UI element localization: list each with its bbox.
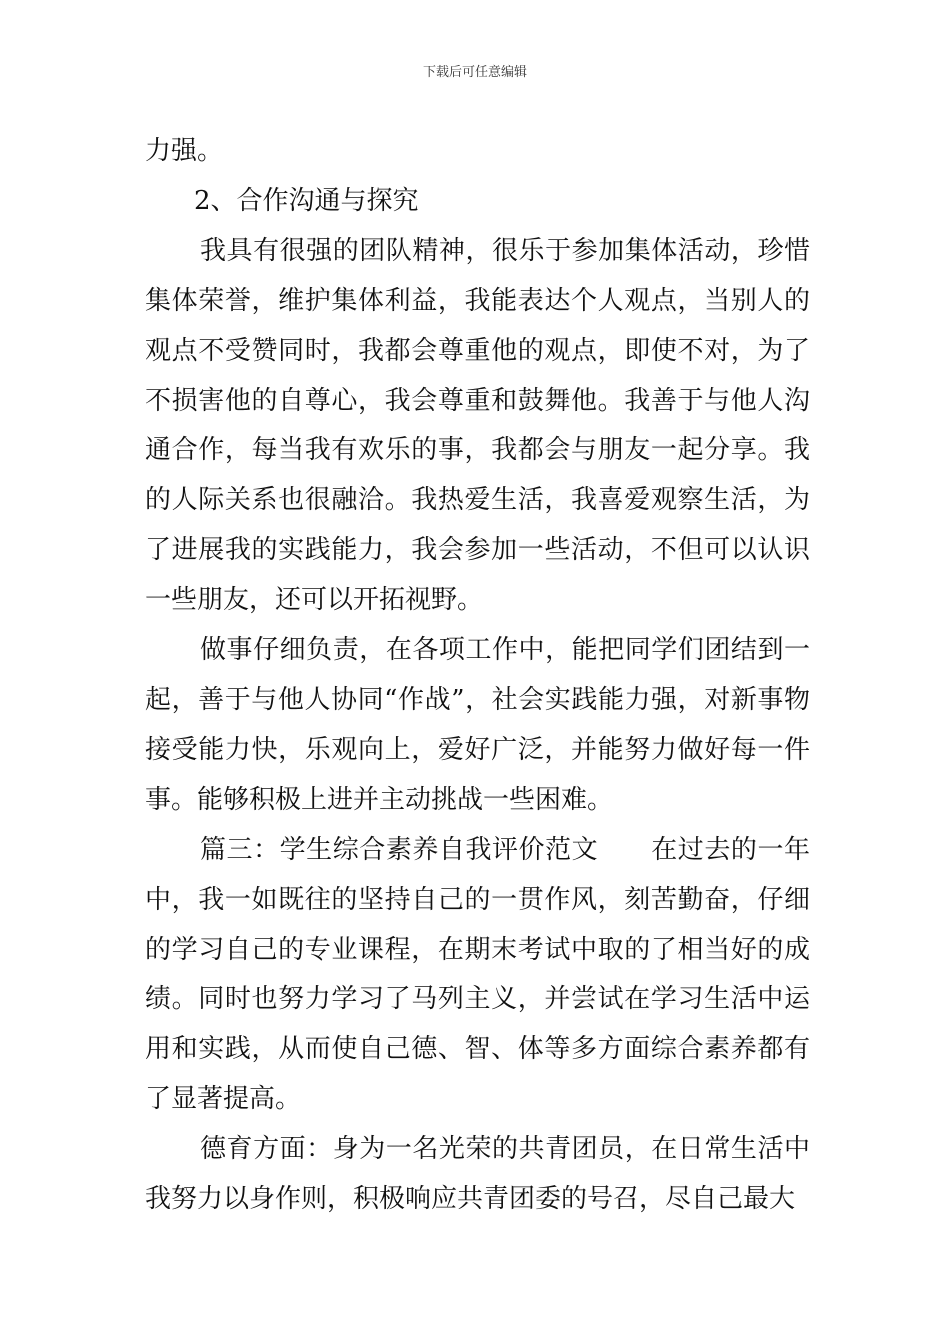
paragraph-moral-education: 德育方面：身为一名光荣的共青团员，在日常生活中我努力以身作则，积极响应共青团委的号召，尽自己最大 <box>145 1134 810 1215</box>
paragraph-continuation: 力强。 <box>145 136 224 166</box>
paragraph-section-three: 篇三：学生综合素养自我评价范文 在过去的一年中，我一如既往的坚持自己的一贯作风，刻苦勤奋，仔细的学习自己的专业课程，在期末考试中取的了相当好的成绩。同时也努力学习了马列主义，并尝试在学习生活中运用和实践，从而使自己德、智、体等多方面综合素养都有了显著提高。 <box>145 834 810 1115</box>
paragraph-teamwork: 我具有很强的团队精神，很乐于参加集体活动，珍惜集体荣誉，维护集体利益，我能表达个人观点，当别人的观点不受赞同时，我都会尊重他的观点，即使不对，为了不损害他的自尊心，我会尊重和鼓舞他。我善于与他人沟通合作，每当我有欢乐的事，我都会与朋友一起分享。我的人际关系也很融洽。我热爱生活，我喜爱观察生活，为了进展我的实践能力，我会参加一些活动，不但可以认识一些朋友，还可以开拓视野。 <box>145 235 810 616</box>
section-heading: 2、合作沟通与探究 <box>194 185 419 216</box>
paragraph-responsibility: 做事仔细负责，在各项工作中，能把同学们团结到一起，善于与他人协同“作战”，社会实践能力强，对新事物接受能力快，乐观向上，爱好广泛，并能努力做好每一件事。能够积极上进并主动挑战一些困难。 <box>145 635 810 815</box>
document-body <box>145 127 810 1225</box>
page-header: 下载后可任意编辑 <box>422 65 527 80</box>
